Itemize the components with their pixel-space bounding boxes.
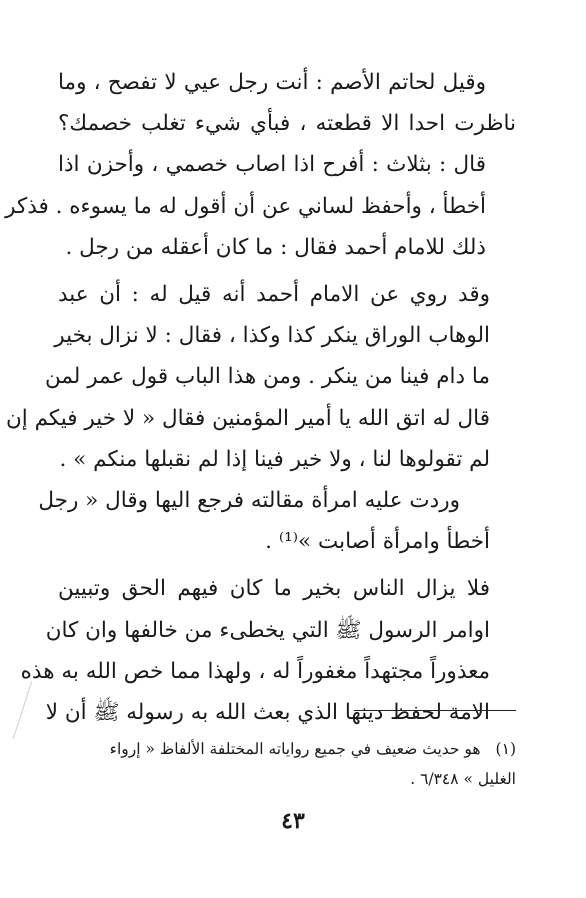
text-line: قال له اتق الله يا أمير المؤمنين فقال « لا خير فيكم إن [6,405,490,431]
text-line: وقد روي عن الامام أحمد أنه قيل له : أن عبد [58,282,490,308]
text-line: أخطأ ، وأحفظ لساني عن أن أقول له ما يسوءه . فذكر [5,193,486,219]
text-line: فلا يزال الناس بخير ما كان فيهم الحق وتبيين [58,576,490,602]
text-line: اوامر الرسول ﷺ التي يخطىء من خالفها وان كان [45,617,490,643]
paragraph-hatim [5,62,516,268]
text-line: أخطأ وامرأة أصابت »⁽¹⁾ . [265,529,490,555]
text-line: وردت عليه امرأة مقالته فرجع اليها وقال « رجل [38,488,460,514]
text-line: ذلك للامام أحمد فقال : ما كان أعقله من رجل . [65,234,486,260]
text-line: معذوراً مجتهداً مغفوراً له ، ولهذا مما خص الله به هذه [20,658,490,684]
text-line: ما دام فينا من ينكر . ومن هذا الباب قول عمر لمن [45,364,490,390]
paragraph-truth [20,568,516,733]
footnotes [58,734,516,794]
main-text [5,62,516,733]
footnote-marker: (١) [495,740,516,758]
text-line: الوهاب الوراق ينكر كذا وكذا ، فقال : لا نزال بخير [54,323,490,349]
footnote-text: هو حديث ضعيف في جميع رواياته المختلفة الألفاظ « إرواء [109,740,481,758]
footnote-line [58,734,516,764]
paragraph-ahmad [6,274,516,562]
text-line: لم تقولوها لنا ، ولا خير فينا إذا لم نقبلها منكم » . [59,446,490,472]
text-line: قال : بثلاث : أفرح اذا اصاب خصمي ، وأحزن اذا [58,152,486,178]
text-line: ناظرت احدا الا قطعته ، فبأي شيء تغلب خصمك؟ [58,111,516,137]
text-line: وقيل لحاتم الأصم : أنت رجل عيي لا تفصح ، وما [58,70,486,95]
footnote-divider [354,710,516,711]
text-line: الامة لحفظ دينها الذي بعث الله به رسوله ﷺ أن لا [45,700,490,726]
footnote-line: الغليل » ٦/٣٤٨ . [410,770,516,788]
page-number: ٤٣ [281,808,305,834]
